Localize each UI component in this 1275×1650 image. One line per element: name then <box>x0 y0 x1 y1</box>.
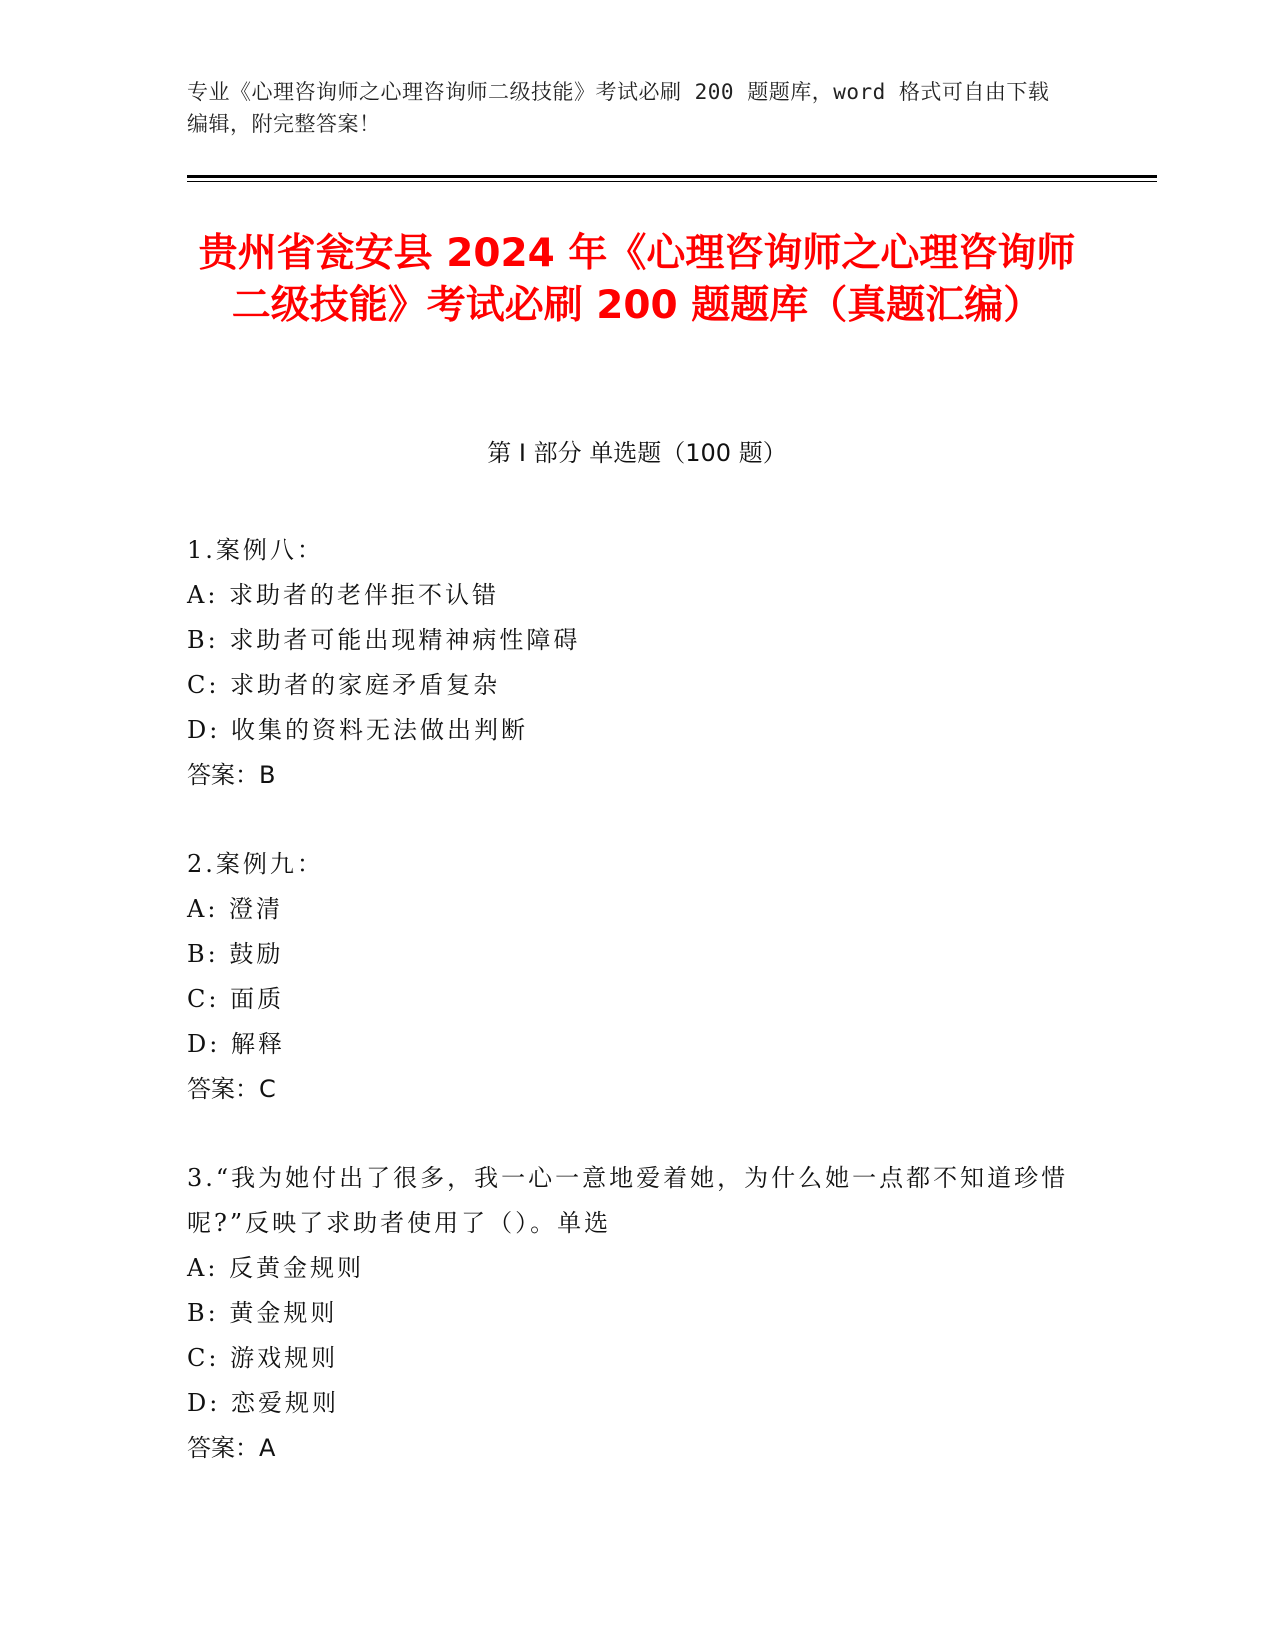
question-stem: 3.“我为她付出了很多，我一心一意地爱着她，为什么她一点都不知道珍惜呢?”反映了求助者使用了（）。单选 <box>187 1164 1069 1237</box>
question-1 <box>187 528 1077 798</box>
question-stem: 2.案例九： <box>187 850 324 878</box>
option-b: B: 鼓励 <box>187 940 284 968</box>
option-c: C: 求助者的家庭矛盾复杂 <box>187 671 501 699</box>
option-b: B: 求助者可能出现精神病性障碍 <box>187 626 581 654</box>
answer-line: 答案：C <box>187 1075 276 1103</box>
header-divider-thick <box>187 175 1157 178</box>
option-a: A: 澄清 <box>187 895 284 923</box>
option-a: A: 反黄金规则 <box>187 1254 365 1282</box>
option-d: D: 解释 <box>187 1030 285 1058</box>
option-c: C: 游戏规则 <box>187 1344 339 1372</box>
answer-line: 答案：B <box>187 761 276 789</box>
document-header-note: 专业《心理咨询师之心理咨询师二级技能》考试必刷 200 题题库，word 格式可自由下载编辑，附完整答案！ <box>187 80 1050 136</box>
option-a: A: 求助者的老伴拒不认错 <box>187 581 500 609</box>
question-2 <box>187 842 1077 1112</box>
document-title: 贵州省瓮安县 2024 年《心理咨询师之心理咨询师二级技能》考试必刷 200 题题库（真题汇编） <box>198 231 1076 328</box>
option-c: C: 面质 <box>187 985 285 1013</box>
question-stem: 1.案例八： <box>187 536 324 564</box>
answer-line: 答案：A <box>187 1434 276 1462</box>
section-heading: 第 I 部分 单选题（100 题） <box>487 439 787 467</box>
option-d: D: 收集的资料无法做出判断 <box>187 716 528 744</box>
header-divider-thin <box>187 181 1157 182</box>
question-list <box>187 528 1077 1515</box>
question-3 <box>187 1156 1077 1471</box>
option-d: D: 恋爱规则 <box>187 1389 339 1417</box>
option-b: B: 黄金规则 <box>187 1299 338 1327</box>
